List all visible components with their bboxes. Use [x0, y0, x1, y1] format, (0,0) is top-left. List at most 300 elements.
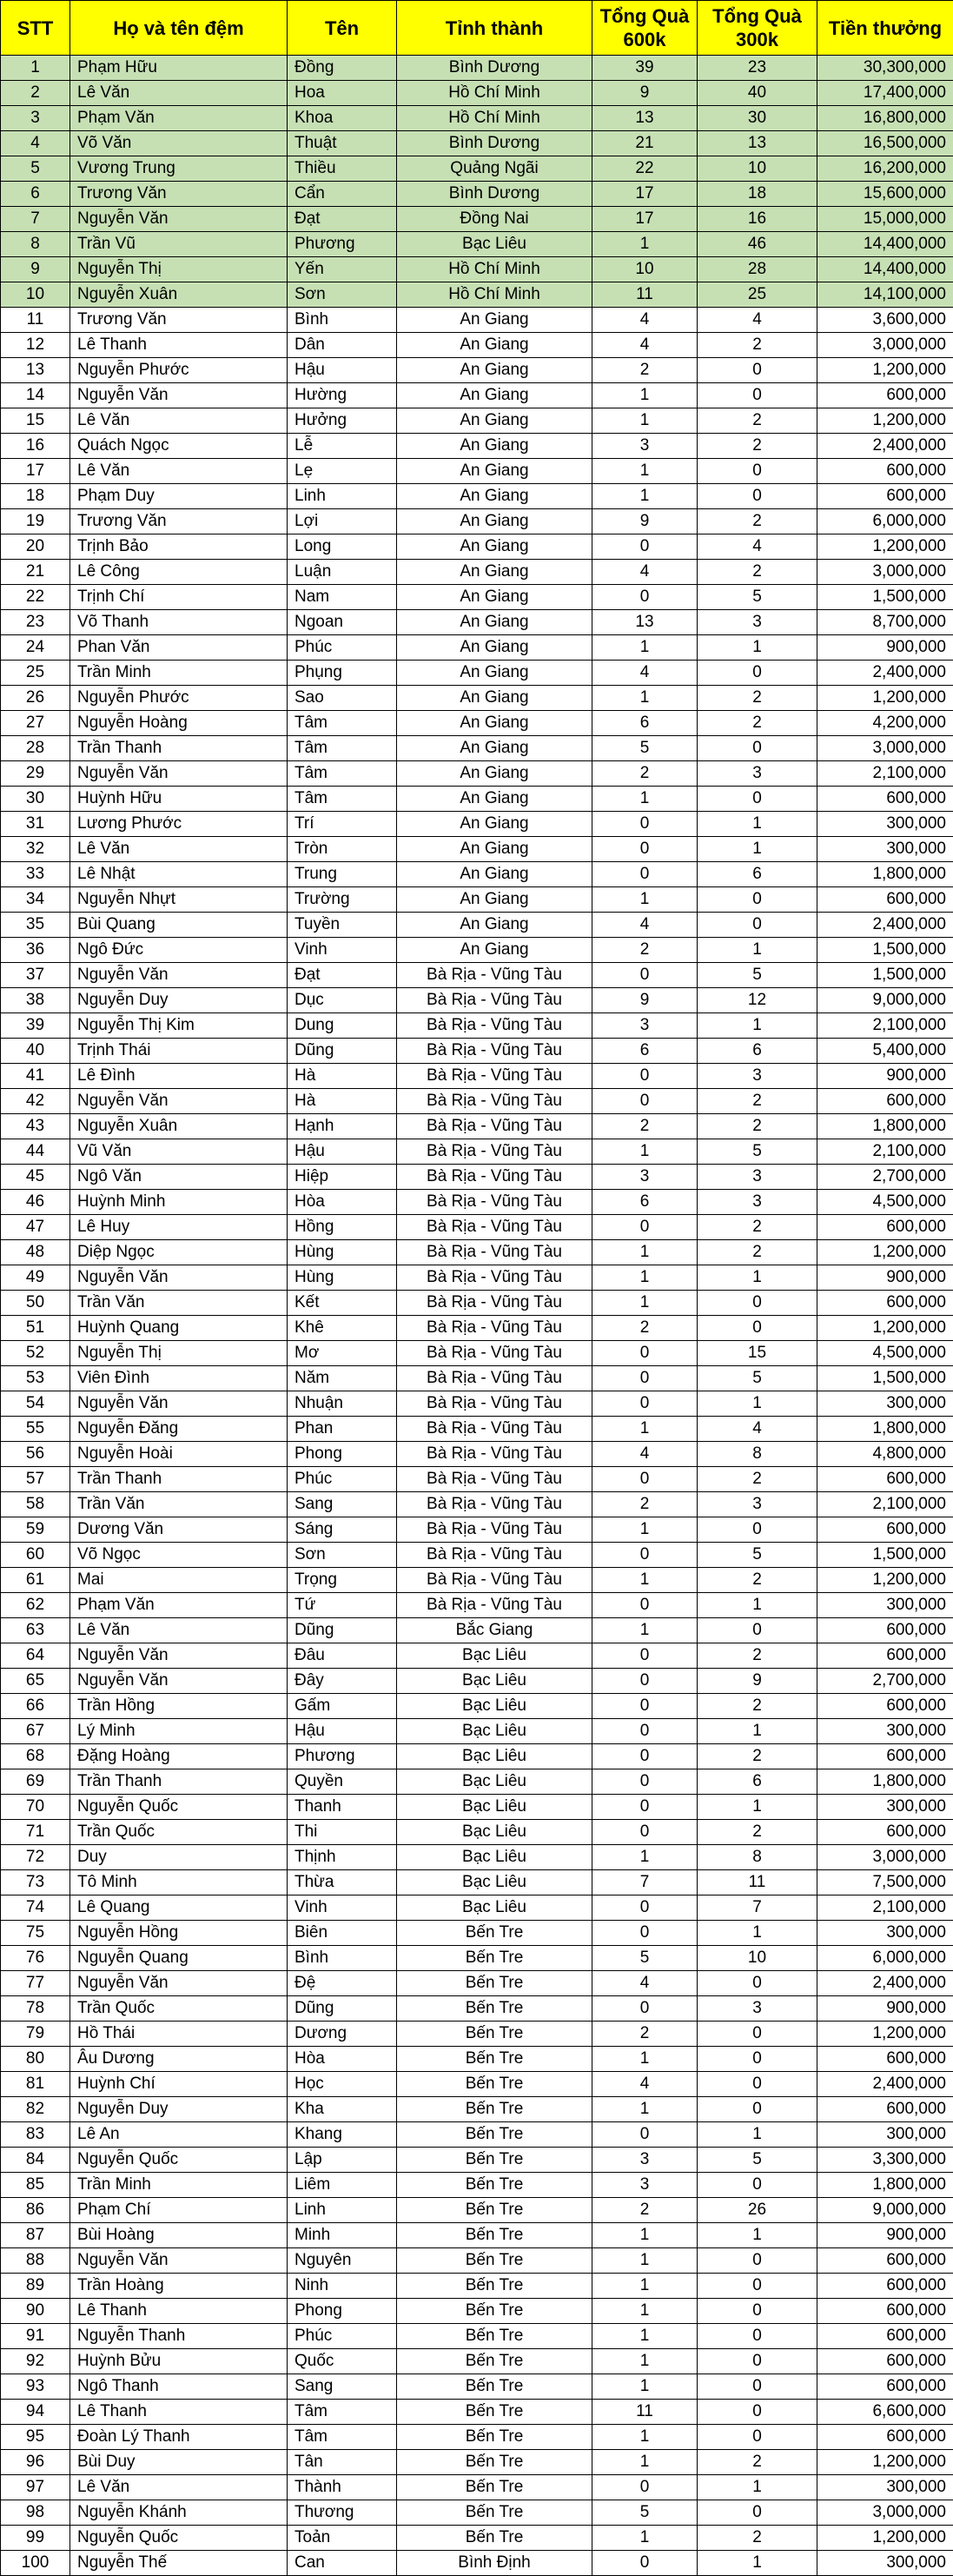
cell-ten: Lễ [288, 434, 397, 459]
table-row [1, 484, 953, 509]
cell-tinh: An Giang [397, 534, 592, 560]
table-row [1, 1492, 953, 1517]
cell-ten: Nhuận [288, 1391, 397, 1417]
table-row [1, 1341, 953, 1366]
cell-ten: Vinh [288, 1895, 397, 1921]
cell-tinh: Bạc Liêu [397, 1719, 592, 1744]
cell-qua-600k: 1 [592, 2425, 698, 2450]
cell-tien-thuong: 16,800,000 [817, 106, 953, 131]
cell-tien-thuong: 3,000,000 [817, 2500, 953, 2526]
cell-tinh: Bà Rịa - Vũng Tàu [397, 1265, 592, 1291]
cell-tinh: Bạc Liêu [397, 1795, 592, 1820]
cell-stt: 76 [1, 1946, 70, 1971]
cell-ho-dem: Trương Văn [70, 308, 288, 333]
table-row [1, 1669, 953, 1694]
cell-tien-thuong: 300,000 [817, 837, 953, 862]
cell-ten: Dân [288, 333, 397, 358]
cell-tinh: Bạc Liêu [397, 1820, 592, 1845]
cell-tinh: Bạc Liêu [397, 1870, 592, 1895]
cell-qua-300k: 5 [698, 2148, 817, 2173]
cell-tien-thuong: 1,200,000 [817, 1316, 953, 1341]
cell-ho-dem: Nguyễn Quốc [70, 2526, 288, 2551]
cell-ten: Đạt [288, 207, 397, 232]
cell-stt: 9 [1, 257, 70, 282]
cell-ho-dem: Trần Minh [70, 661, 288, 686]
cell-tinh: Bình Dương [397, 182, 592, 207]
cell-ho-dem: Bùi Quang [70, 913, 288, 938]
cell-stt: 26 [1, 686, 70, 711]
cell-ho-dem: Trương Văn [70, 182, 288, 207]
table-row [1, 1165, 953, 1190]
cell-tien-thuong: 6,000,000 [817, 1946, 953, 1971]
cell-ten: Luận [288, 560, 397, 585]
cell-tinh: Bến Tre [397, 2299, 592, 2324]
cell-tinh: Bến Tre [397, 2122, 592, 2148]
cell-tinh: Đồng Nai [397, 207, 592, 232]
cell-ho-dem: Bùi Hoàng [70, 2223, 288, 2248]
cell-tinh: Bà Rịa - Vũng Tàu [397, 1215, 592, 1240]
table-row [1, 1694, 953, 1719]
cell-ho-dem: Nguyễn Thị [70, 1341, 288, 1366]
cell-ten: Thương [288, 2500, 397, 2526]
cell-qua-300k: 12 [698, 988, 817, 1013]
table-row [1, 2299, 953, 2324]
cell-ho-dem: Nguyễn Thế [70, 2551, 288, 2576]
cell-qua-600k: 1 [592, 2274, 698, 2299]
cell-tinh: Bà Rịa - Vũng Tàu [397, 1291, 592, 1316]
cell-ho-dem: Nguyễn Văn [70, 1669, 288, 1694]
cell-qua-600k: 1 [592, 2324, 698, 2349]
table-row [1, 1895, 953, 1921]
cell-qua-300k: 1 [698, 1593, 817, 1618]
cell-qua-300k: 2 [698, 560, 817, 585]
cell-ho-dem: Phan Văn [70, 635, 288, 661]
cell-stt: 12 [1, 333, 70, 358]
cell-qua-300k: 2 [698, 509, 817, 534]
cell-tinh: Hồ Chí Minh [397, 106, 592, 131]
table-row [1, 1618, 953, 1643]
cell-ten: Đồng [288, 56, 397, 81]
cell-ten: Ngoan [288, 610, 397, 635]
cell-qua-300k: 2 [698, 2526, 817, 2551]
cell-tien-thuong: 5,400,000 [817, 1039, 953, 1064]
table-row [1, 1139, 953, 1165]
cell-ten: Thịnh [288, 1845, 397, 1870]
cell-qua-300k: 0 [698, 2022, 817, 2047]
cell-stt: 75 [1, 1921, 70, 1946]
cell-stt: 18 [1, 484, 70, 509]
cell-ten: Linh [288, 2198, 397, 2223]
cell-stt: 73 [1, 1870, 70, 1895]
cell-ho-dem: Lê Công [70, 560, 288, 585]
cell-qua-300k: 6 [698, 1039, 817, 1064]
cell-qua-600k: 13 [592, 106, 698, 131]
cell-stt: 62 [1, 1593, 70, 1618]
cell-tien-thuong: 2,400,000 [817, 661, 953, 686]
cell-qua-300k: 3 [698, 761, 817, 787]
cell-qua-300k: 0 [698, 1971, 817, 1996]
cell-stt: 48 [1, 1240, 70, 1265]
cell-ho-dem: Nguyễn Thị Kim [70, 1013, 288, 1039]
cell-qua-300k: 3 [698, 610, 817, 635]
cell-ho-dem: Lê Thanh [70, 2299, 288, 2324]
table-row [1, 2450, 953, 2475]
cell-qua-600k: 3 [592, 2148, 698, 2173]
cell-ten: Phương [288, 1744, 397, 1769]
cell-tien-thuong: 600,000 [817, 1089, 953, 1114]
cell-qua-600k: 0 [592, 1719, 698, 1744]
cell-tinh: An Giang [397, 408, 592, 434]
cell-tinh: Bà Rịa - Vũng Tàu [397, 1467, 592, 1492]
cell-ten: Thừa [288, 1870, 397, 1895]
cell-ten: Nguyên [288, 2248, 397, 2274]
cell-ho-dem: Nguyễn Hồng [70, 1921, 288, 1946]
header-stt: STT [1, 1, 70, 56]
cell-ho-dem: Trần Thanh [70, 736, 288, 761]
cell-qua-600k: 4 [592, 2072, 698, 2097]
cell-ho-dem: Trần Quốc [70, 1996, 288, 2022]
cell-qua-600k: 0 [592, 1643, 698, 1669]
cell-qua-600k: 11 [592, 282, 698, 308]
cell-ho-dem: Nguyễn Hoài [70, 1442, 288, 1467]
cell-qua-300k: 0 [698, 2299, 817, 2324]
cell-qua-600k: 0 [592, 1769, 698, 1795]
cell-tinh: Bến Tre [397, 2248, 592, 2274]
cell-tien-thuong: 600,000 [817, 2299, 953, 2324]
cell-qua-600k: 3 [592, 1013, 698, 1039]
cell-qua-600k: 1 [592, 1291, 698, 1316]
cell-tien-thuong: 2,100,000 [817, 1139, 953, 1165]
cell-ten: Thi [288, 1820, 397, 1845]
cell-qua-600k: 0 [592, 1921, 698, 1946]
cell-tien-thuong: 2,400,000 [817, 2072, 953, 2097]
cell-tien-thuong: 600,000 [817, 2374, 953, 2400]
cell-stt: 81 [1, 2072, 70, 2097]
cell-tinh: Bến Tre [397, 2274, 592, 2299]
cell-ten: Thanh [288, 1795, 397, 1820]
cell-stt: 13 [1, 358, 70, 383]
cell-tinh: Bạc Liêu [397, 1769, 592, 1795]
cell-qua-600k: 0 [592, 1467, 698, 1492]
cell-qua-600k: 17 [592, 207, 698, 232]
cell-qua-300k: 0 [698, 2248, 817, 2274]
cell-qua-300k: 3 [698, 1165, 817, 1190]
cell-ho-dem: Quách Ngọc [70, 434, 288, 459]
cell-ho-dem: Võ Văn [70, 131, 288, 156]
cell-tien-thuong: 9,000,000 [817, 988, 953, 1013]
cell-ten: Lập [288, 2148, 397, 2173]
table-row [1, 534, 953, 560]
cell-ho-dem: Trương Văn [70, 509, 288, 534]
cell-ho-dem: Trần Quốc [70, 1820, 288, 1845]
cell-tinh: An Giang [397, 661, 592, 686]
cell-qua-300k: 2 [698, 1467, 817, 1492]
cell-qua-300k: 0 [698, 2173, 817, 2198]
cell-qua-600k: 4 [592, 661, 698, 686]
cell-ten: Hậu [288, 1719, 397, 1744]
cell-qua-600k: 0 [592, 1064, 698, 1089]
cell-tinh: An Giang [397, 333, 592, 358]
table-row [1, 560, 953, 585]
cell-tien-thuong: 600,000 [817, 2047, 953, 2072]
cell-ho-dem: Lê Thanh [70, 2400, 288, 2425]
cell-ten: Toản [288, 2526, 397, 2551]
cell-qua-600k: 0 [592, 1593, 698, 1618]
cell-qua-300k: 28 [698, 257, 817, 282]
cell-ho-dem: Nguyễn Quang [70, 1946, 288, 1971]
cell-stt: 93 [1, 2374, 70, 2400]
cell-stt: 90 [1, 2299, 70, 2324]
table-row [1, 837, 953, 862]
cell-stt: 28 [1, 736, 70, 761]
cell-ten: Liêm [288, 2173, 397, 2198]
cell-ten: Khang [288, 2122, 397, 2148]
cell-qua-300k: 1 [698, 837, 817, 862]
cell-ho-dem: Mai [70, 1568, 288, 1593]
cell-qua-300k: 0 [698, 736, 817, 761]
cell-stt: 41 [1, 1064, 70, 1089]
cell-ho-dem: Nguyễn Văn [70, 1391, 288, 1417]
cell-ten: Hậu [288, 358, 397, 383]
cell-ho-dem: Ngô Văn [70, 1165, 288, 1190]
table-row [1, 862, 953, 887]
cell-stt: 22 [1, 585, 70, 610]
cell-tien-thuong: 300,000 [817, 2475, 953, 2500]
cell-qua-600k: 0 [592, 1215, 698, 1240]
cell-ten: Gấm [288, 1694, 397, 1719]
cell-stt: 33 [1, 862, 70, 887]
cell-ten: Bình [288, 1946, 397, 1971]
cell-ten: Tuyền [288, 913, 397, 938]
cell-stt: 25 [1, 661, 70, 686]
cell-tinh: Bến Tre [397, 2349, 592, 2374]
cell-ho-dem: Huỳnh Hữu [70, 787, 288, 812]
cell-tinh: Bạc Liêu [397, 1694, 592, 1719]
table-row [1, 635, 953, 661]
cell-qua-300k: 0 [698, 1316, 817, 1341]
cell-ho-dem: Trần Hoàng [70, 2274, 288, 2299]
cell-ho-dem: Hồ Thái [70, 2022, 288, 2047]
cell-ho-dem: Trần Thanh [70, 1467, 288, 1492]
table-row [1, 2122, 953, 2148]
cell-tien-thuong: 2,400,000 [817, 913, 953, 938]
table-row [1, 257, 953, 282]
cell-stt: 1 [1, 56, 70, 81]
table-row [1, 1366, 953, 1391]
cell-tinh: Bà Rịa - Vũng Tàu [397, 1366, 592, 1391]
header-row [1, 1, 953, 56]
cell-qua-600k: 4 [592, 1971, 698, 1996]
cell-qua-600k: 1 [592, 408, 698, 434]
cell-qua-600k: 0 [592, 1366, 698, 1391]
cell-stt: 65 [1, 1669, 70, 1694]
cell-tien-thuong: 2,100,000 [817, 1013, 953, 1039]
table-row [1, 1039, 953, 1064]
cell-ho-dem: Nguyễn Văn [70, 1971, 288, 1996]
cell-ten: Năm [288, 1366, 397, 1391]
cell-qua-600k: 0 [592, 2475, 698, 2500]
cell-qua-300k: 2 [698, 1089, 817, 1114]
cell-tinh: Bến Tre [397, 2324, 592, 2349]
cell-qua-600k: 7 [592, 1870, 698, 1895]
cell-ho-dem: Nguyễn Duy [70, 988, 288, 1013]
cell-tinh: Bến Tre [397, 1921, 592, 1946]
cell-tinh: Bình Dương [397, 56, 592, 81]
cell-ten: Tâm [288, 2425, 397, 2450]
cell-ho-dem: Lê Văn [70, 408, 288, 434]
cell-qua-600k: 1 [592, 2450, 698, 2475]
cell-ho-dem: Huỳnh Minh [70, 1190, 288, 1215]
cell-qua-300k: 2 [698, 1820, 817, 1845]
cell-qua-600k: 1 [592, 2097, 698, 2122]
cell-ho-dem: Trần Minh [70, 2173, 288, 2198]
cell-qua-600k: 1 [592, 2248, 698, 2274]
cell-qua-600k: 4 [592, 333, 698, 358]
cell-ho-dem: Phạm Văn [70, 1593, 288, 1618]
cell-qua-600k: 1 [592, 1845, 698, 1870]
cell-qua-600k: 1 [592, 1139, 698, 1165]
cell-qua-300k: 10 [698, 1946, 817, 1971]
cell-qua-300k: 1 [698, 635, 817, 661]
cell-ten: Sơn [288, 282, 397, 308]
cell-tinh: Bình Định [397, 2551, 592, 2576]
cell-tinh: Bến Tre [397, 2475, 592, 2500]
cell-tien-thuong: 1,800,000 [817, 2173, 953, 2198]
cell-tien-thuong: 1,500,000 [817, 585, 953, 610]
cell-tien-thuong: 14,400,000 [817, 232, 953, 257]
cell-qua-300k: 1 [698, 1719, 817, 1744]
cell-tien-thuong: 1,200,000 [817, 358, 953, 383]
cell-qua-600k: 0 [592, 1341, 698, 1366]
cell-tinh: An Giang [397, 837, 592, 862]
cell-ho-dem: Nguyễn Đăng [70, 1417, 288, 1442]
cell-stt: 38 [1, 988, 70, 1013]
table-row [1, 2475, 953, 2500]
cell-qua-600k: 2 [592, 1114, 698, 1139]
cell-ten: Hồng [288, 1215, 397, 1240]
table-row [1, 938, 953, 963]
cell-tinh: Bến Tre [397, 2500, 592, 2526]
cell-ten: Nam [288, 585, 397, 610]
cell-qua-300k: 11 [698, 1870, 817, 1895]
cell-ten: Thành [288, 2475, 397, 2500]
cell-stt: 16 [1, 434, 70, 459]
cell-qua-300k: 5 [698, 1139, 817, 1165]
cell-tien-thuong: 900,000 [817, 1996, 953, 2022]
cell-stt: 57 [1, 1467, 70, 1492]
cell-tien-thuong: 300,000 [817, 2551, 953, 2576]
cell-tien-thuong: 17,400,000 [817, 81, 953, 106]
cell-ho-dem: Diệp Ngọc [70, 1240, 288, 1265]
cell-stt: 14 [1, 383, 70, 408]
cell-qua-600k: 0 [592, 812, 698, 837]
cell-tien-thuong: 1,200,000 [817, 2450, 953, 2475]
cell-tien-thuong: 300,000 [817, 2122, 953, 2148]
cell-stt: 94 [1, 2400, 70, 2425]
cell-tien-thuong: 2,100,000 [817, 761, 953, 787]
cell-tien-thuong: 900,000 [817, 1265, 953, 1291]
cell-ten: Phong [288, 2299, 397, 2324]
cell-tinh: Bà Rịa - Vũng Tàu [397, 1517, 592, 1543]
cell-tinh: Bến Tre [397, 2223, 592, 2248]
cell-stt: 29 [1, 761, 70, 787]
cell-ten: Thiều [288, 156, 397, 182]
cell-tinh: Bến Tre [397, 2450, 592, 2475]
cell-ten: Lợi [288, 509, 397, 534]
cell-stt: 59 [1, 1517, 70, 1543]
cell-qua-300k: 2 [698, 2450, 817, 2475]
cell-tinh: Quảng Ngãi [397, 156, 592, 182]
cell-ho-dem: Nguyễn Văn [70, 1643, 288, 1669]
cell-qua-600k: 5 [592, 1946, 698, 1971]
cell-ho-dem: Nguyễn Văn [70, 207, 288, 232]
cell-qua-600k: 0 [592, 534, 698, 560]
cell-tien-thuong: 2,400,000 [817, 434, 953, 459]
cell-stt: 49 [1, 1265, 70, 1291]
header-qua-600k: Tổng Quà 600k [592, 1, 698, 56]
cell-ten: Đệ [288, 1971, 397, 1996]
cell-ten: Hòa [288, 1190, 397, 1215]
table-row [1, 2500, 953, 2526]
table-row [1, 1593, 953, 1618]
cell-stt: 23 [1, 610, 70, 635]
cell-tien-thuong: 600,000 [817, 1694, 953, 1719]
table-row [1, 1971, 953, 1996]
cell-qua-300k: 1 [698, 1265, 817, 1291]
cell-stt: 77 [1, 1971, 70, 1996]
cell-tinh: Bà Rịa - Vũng Tàu [397, 963, 592, 988]
table-row [1, 282, 953, 308]
cell-ho-dem: Nguyễn Văn [70, 963, 288, 988]
cell-tinh: Bà Rịa - Vũng Tàu [397, 1064, 592, 1089]
cell-qua-600k: 0 [592, 1895, 698, 1921]
cell-tien-thuong: 2,700,000 [817, 1669, 953, 1694]
cell-qua-600k: 1 [592, 2526, 698, 2551]
cell-tien-thuong: 9,000,000 [817, 2198, 953, 2223]
cell-qua-600k: 0 [592, 1543, 698, 1568]
cell-ten: Trí [288, 812, 397, 837]
cell-qua-300k: 2 [698, 1568, 817, 1593]
cell-tien-thuong: 4,800,000 [817, 1442, 953, 1467]
cell-qua-300k: 0 [698, 2097, 817, 2122]
cell-tien-thuong: 3,300,000 [817, 2148, 953, 2173]
cell-tinh: Bà Rịa - Vũng Tàu [397, 1139, 592, 1165]
cell-tinh: Bến Tre [397, 1971, 592, 1996]
cell-qua-300k: 3 [698, 1492, 817, 1517]
cell-tien-thuong: 300,000 [817, 1391, 953, 1417]
cell-stt: 40 [1, 1039, 70, 1064]
table-row [1, 1291, 953, 1316]
cell-tinh: Bà Rịa - Vũng Tàu [397, 988, 592, 1013]
cell-stt: 97 [1, 2475, 70, 2500]
cell-qua-300k: 0 [698, 2425, 817, 2450]
cell-stt: 46 [1, 1190, 70, 1215]
table-row [1, 106, 953, 131]
cell-tien-thuong: 4,500,000 [817, 1190, 953, 1215]
cell-ho-dem: Lý Minh [70, 1719, 288, 1744]
cell-tinh: Bà Rịa - Vũng Tàu [397, 1442, 592, 1467]
cell-ho-dem: Nguyễn Xuân [70, 282, 288, 308]
cell-tien-thuong: 600,000 [817, 787, 953, 812]
cell-tien-thuong: 1,200,000 [817, 2022, 953, 2047]
cell-ten: Sơn [288, 1543, 397, 1568]
cell-ten: Học [288, 2072, 397, 2097]
cell-qua-600k: 0 [592, 2551, 698, 2576]
cell-stt: 27 [1, 711, 70, 736]
cell-tien-thuong: 600,000 [817, 2248, 953, 2274]
cell-ten: Trung [288, 862, 397, 887]
cell-tien-thuong: 15,600,000 [817, 182, 953, 207]
